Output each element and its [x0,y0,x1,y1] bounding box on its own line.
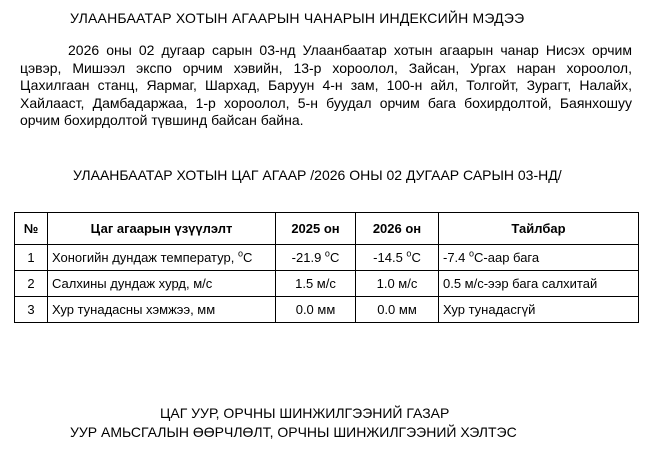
row-number: 1 [15,245,48,271]
row-value-2026: 1.0 м/с [356,271,439,297]
degree-sup: о [237,248,243,259]
row-indicator [48,245,276,271]
table-row [15,297,639,323]
row-value-2026: 0.0 мм [356,297,439,323]
footer-department: УУР АМЬСГАЛЫН ӨӨРЧЛӨЛТ, ОРЧНЫ ШИНЖИЛГЭЭНИЙ ХЭЛТЭС [70,424,517,440]
row-value-2025: 0.0 мм [276,297,356,323]
document-title: УЛААНБААТАР ХОТЫН АГААРЫН ЧАНАРЫН ИНДЕКСИЙН МЭДЭЭ [70,10,525,26]
row-value-2025 [276,245,356,271]
degree-sup: о [469,248,475,259]
indicator-text: Хоногийн дундаж температур, [52,250,238,265]
header-number: № [15,213,48,245]
unit-tail: С [411,250,421,265]
row-note: Хур тунадасгүй [439,297,639,323]
unit-tail: С [242,250,253,265]
row-indicator: Салхины дундаж хурд, м/с [48,271,276,297]
header-indicator: Цаг агаарын үзүүлэлт [48,213,276,245]
table-row [15,271,639,297]
table-header-row [15,213,639,245]
row-indicator: Хур тунадасны хэмжээ, мм [48,297,276,323]
row-number: 3 [15,297,48,323]
row-note [439,245,639,271]
air-quality-paragraph: 2026 оны 02 дугаар сарын 03-нд Улаанбаатар хотын агаарын чанар Нисэх орчим цэвэр, Мишээл экспо орчим хэвийн, 13-р хороолол, Зайсан, Ургах наран хороолол, Цахилгаан станц, Яармаг, Шархад, Баруун 4-н зам, 100-н айл, Толгойт, Зурагт, Налайх, Хайлааст, Дамбадаржаа, 1-р хороолол, 5-н буудал орчим бага бохирдолтой, Баянхошуу орчим бохирдолтой түвшинд байсан байна. [20,42,632,128]
table-row [15,245,639,271]
weather-subtitle: УЛААНБААТАР ХОТЫН ЦАГ АГААР /2026 ОНЫ 02 ДУГААР САРЫН 03-НД/ [73,167,562,183]
footer-agency: ЦАГ УУР, ОРЧНЫ ШИНЖИЛГЭЭНИЙ ГАЗАР [160,405,450,421]
note-tail: С-аар бага [474,250,540,265]
row-note: 0.5 м/с-ээр бага салхитай [439,271,639,297]
weather-table [14,212,639,323]
degree-sup: о [406,248,412,259]
header-note: Тайлбар [439,213,639,245]
row-number: 2 [15,271,48,297]
row-value-2025: 1.5 м/с [276,271,356,297]
value-text: -14.5 [373,250,407,265]
header-year-2025: 2025 он [276,213,356,245]
degree-sup: о [324,248,330,259]
row-value-2026 [356,245,439,271]
value-text: -21.9 [291,250,325,265]
header-year-2026: 2026 он [356,213,439,245]
unit-tail: С [329,250,340,265]
note-text: -7.4 [443,250,470,265]
